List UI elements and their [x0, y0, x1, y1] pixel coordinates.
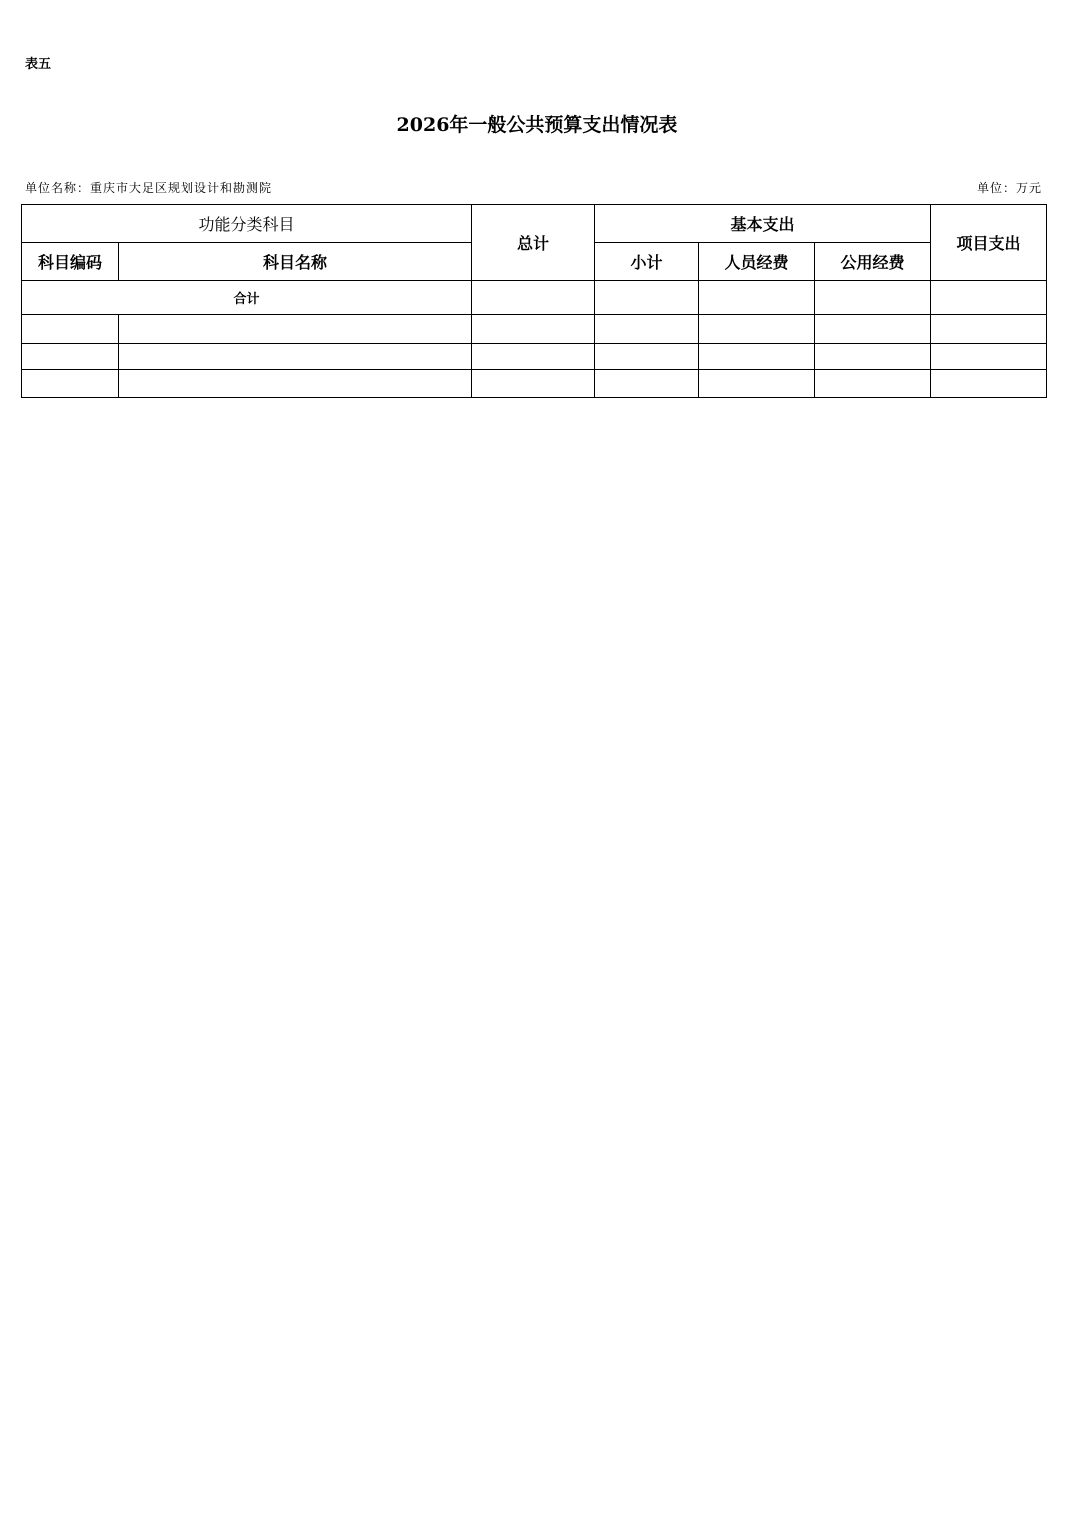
- cell-personnel: [699, 315, 815, 344]
- cell-public: [815, 315, 931, 344]
- header-personnel-expenses: 人员经费: [699, 243, 815, 281]
- cell-total: [472, 344, 595, 370]
- header-total: 总计: [472, 205, 595, 281]
- cell-project: [931, 344, 1047, 370]
- cell-total: [472, 315, 595, 344]
- cell-subject-name: [119, 370, 472, 398]
- cell-subject-name: [119, 344, 472, 370]
- cell-total: [472, 370, 595, 398]
- unit-name-label: 单位名称：重庆市大足区规划设计和勘测院: [25, 181, 273, 195]
- cell-personnel: [699, 344, 815, 370]
- table-row: [22, 315, 1047, 344]
- table-row: [22, 344, 1047, 370]
- cell-project: [931, 370, 1047, 398]
- cell-public: [815, 344, 931, 370]
- total-cell-project: [931, 281, 1047, 315]
- cell-personnel: [699, 370, 815, 398]
- header-basic-expenditure: 基本支出: [595, 205, 931, 243]
- cell-subject-name: [119, 315, 472, 344]
- cell-subtotal: [595, 370, 699, 398]
- table-number-label: 表五: [25, 57, 52, 72]
- header-subject-code: 科目编码: [22, 243, 119, 281]
- header-subject-name: 科目名称: [119, 243, 472, 281]
- cell-subject-code: [22, 370, 119, 398]
- table-header-row-1: [22, 205, 1047, 243]
- cell-subtotal: [595, 315, 699, 344]
- total-cell-public: [815, 281, 931, 315]
- table-row: [22, 370, 1047, 398]
- table-total-row: [22, 281, 1047, 315]
- header-func-category: 功能分类科目: [22, 205, 472, 243]
- cell-subject-code: [22, 315, 119, 344]
- page-title: 2026年一般公共预算支出情况表: [396, 114, 678, 136]
- cell-subtotal: [595, 344, 699, 370]
- cell-public: [815, 370, 931, 398]
- header-project-expenditure: 项目支出: [931, 205, 1047, 281]
- header-subtotal: 小计: [595, 243, 699, 281]
- unit-measure-label: 单位：万元: [976, 181, 1042, 195]
- budget-expenditure-table: [21, 204, 1047, 398]
- cell-project: [931, 315, 1047, 344]
- cell-subject-code: [22, 344, 119, 370]
- header-public-expenses: 公用经费: [815, 243, 931, 281]
- total-cell-total: [472, 281, 595, 315]
- total-cell-personnel: [699, 281, 815, 315]
- total-row-label: 合计: [22, 281, 472, 315]
- total-cell-subtotal: [595, 281, 699, 315]
